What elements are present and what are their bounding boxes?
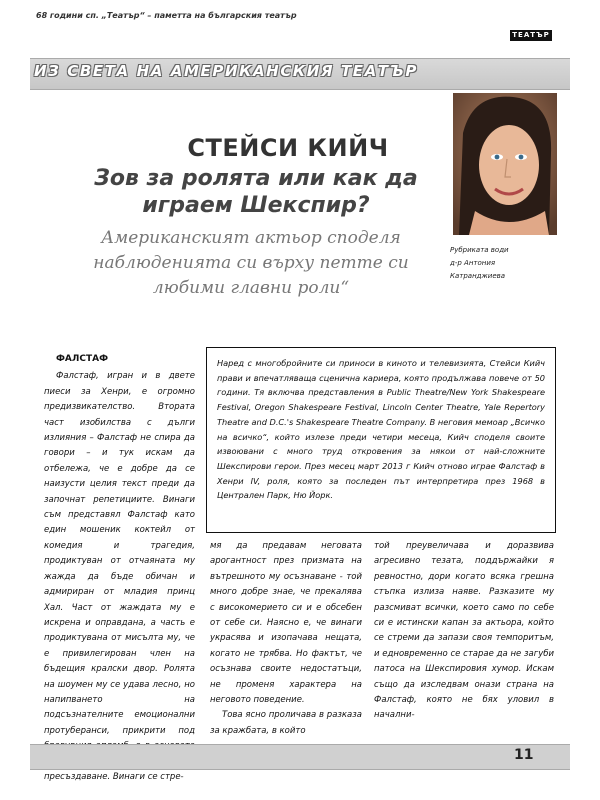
- magazine-logo: ТЕАТЪР: [510, 30, 552, 41]
- paragraph: Това ясно проличава в разказа за кражбата, в който: [210, 710, 362, 736]
- section-title: ИЗ СВЕТА НА АМЕРИКАНСКИЯ ТЕАТЪР: [34, 62, 418, 80]
- caption-line: Катранджиева: [450, 272, 506, 280]
- article-title: СТЕЙСИ КИЙЧ: [187, 134, 389, 162]
- page-number: 11: [514, 747, 534, 763]
- portrait-image: [453, 93, 557, 235]
- caption-line: Рубриката води: [450, 246, 509, 254]
- footer-band: [30, 744, 570, 770]
- paragraph: мя да предавам неговата арогантност през призмата на вътрешното му осъзнаване - той много добре знае, че прекалява с високомерието си и е обсебен от себе си. Наясно е, че винаги украсява и изопачава нещата, когато не трябва. Но фактът, че осъзнава своите недостатъци, не променя характера на неговото поведение.: [210, 541, 362, 706]
- column-1: [44, 352, 195, 782]
- paragraph: Фалстаф, игран и в двете пиеси за Хенри, е огромно предизвикателство. Втората част изобилства с дълги излияния – Фалстаф не спира да говори – и тук искам да отбележа, че е добре да се наизусти целия текст преди да започнат репетициите. Винаги съм представял Фалстаф като един мошеник коктейл от комедия и трагедия, продиктуван от отчаяната му жажда да бъде обичан и адмириран от младия принц Хал. Част от жаждата му е искрена и оправдана, а часть е продиктувана от мисълта му, че е привилегирован член на бъдещия кралски двор. Ролята на шоумен му се удава лесно, но напипването на подсъзнателните емоционални протуберанси, прикрити под пресъздаване. Винаги се стре-: [44, 371, 195, 782]
- article-subtitle: Зов за ролята или как да играем Шекспир?: [94, 166, 418, 218]
- photo-caption: [450, 244, 560, 283]
- column-heading: ФАЛСТАФ: [56, 354, 109, 364]
- column-2: [210, 539, 362, 763]
- article-lead: Американският актьор споделя наблюденията си върху петте си любими главни роли“: [93, 228, 409, 298]
- paragraph: той преувеличава и доразвива агресивно тезата, поддържайки я ревностно, дори когато всяка грешна стъпка излиза наяве. Разказите му разсмиват всички, което само по себе си е истински капан за актьора, който се стреми да запази своя темпоритъм, и едновременно се старае да не загуби патоса на Шекспировия хумор. Искам също да изследвам онази страна на Фалстаф, която не бях уловил в начални-: [374, 541, 554, 721]
- column-3: [374, 539, 554, 763]
- author-photo: [453, 93, 557, 235]
- intro-box: Наред с многобройните си приноси в киното и телевизията, Стейси Кийч прави и впечатляваща сценична кариера, която продължава повече от 50 години. Тя включва представления в Public Theatre/New York Shakespeare Festival, Oregon Shakespeare Festival, Lincoln Center Theatre, Yale Repertory Theatre and D.C.'s Shakespeare Theatre Company. В неговия мемоар „Всичко на всичко“, който излезе преди четири месеца, Кийч споделя своите извоювани с много труд откровения за някои от най-сложните Шекспирови герои. През месец март 2013 г Кийч отново играе Фалстаф в Хенри IV, роля, която за последен път интерпретира през 1968 в Централен Парк, Ню Йорк.: [206, 347, 556, 533]
- running-header: 68 години сп. „Театър“ – паметта на българския театър: [36, 11, 297, 20]
- caption-line: д-р Антония: [450, 259, 496, 267]
